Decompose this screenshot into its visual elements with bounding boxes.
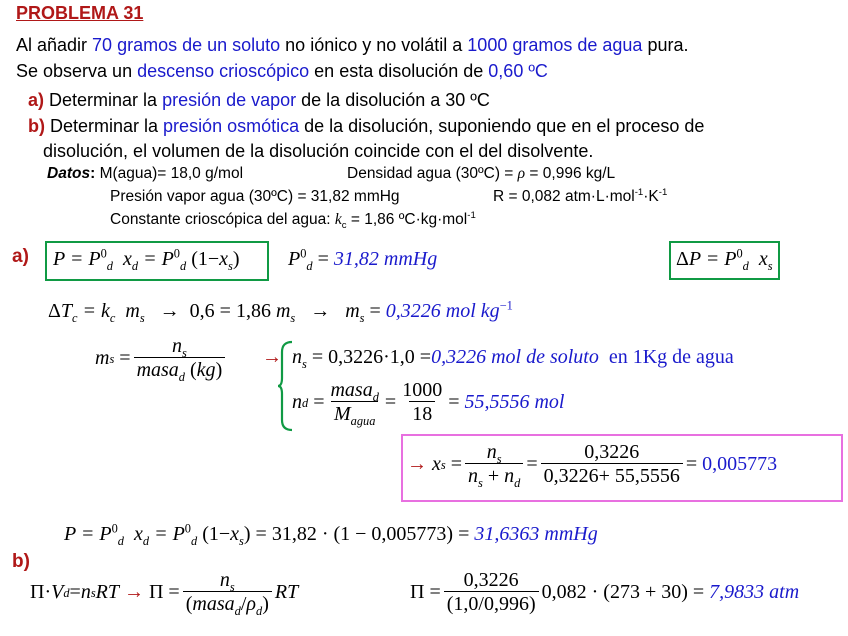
p0-value: 31,82 mmHg	[333, 248, 438, 270]
xs-numerator: 0,3226	[584, 441, 640, 463]
ns-value: 0,3226 mol de soluto	[431, 346, 599, 368]
text-segment: en esta disolución de	[309, 61, 489, 81]
text-segment: 0,60 ºC	[488, 61, 548, 81]
text-segment: presión de vapor	[162, 90, 297, 110]
mole-fraction-equation: → x s = $\frac{n_s}{n_s + n_d}$ = $\frac{0,3226}{0,3226+ 55,5556}$ = 0,005773	[407, 441, 778, 490]
xs-denominator: 0,3226+ 55,5556	[541, 463, 683, 487]
density-label: Densidad agua (30ºC) =	[347, 165, 518, 182]
vapor-pressure-result: $P = P^0_d$ $x_d = P^0_d$ $(1-x_s) = 31,82 \cdot (1 - 0,005773) = 31,6363$ mmHg	[64, 521, 598, 548]
osmotic-result: Π = $\frac{0,3226}{(1,0/0,996)}$ 0,082 · (273 + 30) = 7,9833 atm	[410, 569, 800, 615]
agua-sub: agua	[350, 414, 376, 428]
text-segment: 70 gramos de un soluto	[92, 35, 281, 55]
osmotic-formula: Π· V d = n s RT → Π = $\frac{n_s}{(masa_d/\rho_d)}$ RT	[30, 569, 299, 618]
text-segment: Determinar la	[45, 116, 164, 136]
datos-label: Datos	[47, 165, 91, 182]
ns-context: en 1Kg de agua	[608, 346, 734, 368]
datos-density	[347, 165, 615, 183]
p-value: 31,6363 mmHg	[474, 523, 598, 545]
delta-p-formula: $\Delta P = P^0_d$ $x_s$	[676, 246, 773, 273]
pi-value: 7,9833 atm	[709, 581, 800, 603]
pi-denominator: (1,0/0,996)	[444, 591, 539, 615]
datos-row-1: Datos: M(agua)= 18,0 g/mol	[47, 165, 244, 182]
r-const-text: R = 0,082 atm·L·mol	[493, 188, 635, 205]
question-b	[28, 116, 704, 137]
solution-a-label: a)	[12, 246, 29, 267]
question-b-label: b)	[28, 116, 45, 136]
cryoscopic-equation: $\Delta T_c = k_c$ $m_s$ → 0,6 = 1,86 $m_s$ → $m_s = 0,3226$ mol $kg^{-1}$	[48, 298, 513, 325]
ns-calc: 0,3226·1,0	[328, 346, 415, 368]
datos-molar-mass: M(agua)= 18,0 g/mol	[99, 165, 244, 182]
question-b-text-2: disolución, el volumen de la disolución coincide con el del disolvente.	[43, 141, 594, 161]
datos-vapor-pressure: Presión vapor agua (30ºC) = 31,82 mmHg	[110, 188, 400, 205]
text-segment: presión osmótica	[163, 116, 300, 136]
r-exp-2: -1	[658, 186, 668, 198]
solution-b-label: b)	[12, 551, 30, 572]
nd-masa-label: masa	[330, 379, 373, 401]
statement-line-1	[16, 35, 688, 56]
text-segment: descenso crioscópico	[137, 61, 310, 81]
ms-exp: −1	[499, 298, 513, 313]
text-segment: 1000 gramos de agua	[467, 35, 643, 55]
xs-value: 0,005773	[702, 453, 778, 475]
r-exp-1: -1	[634, 186, 644, 198]
nd-value: 55,5556 mol	[464, 391, 565, 413]
text-segment: de la disolución a 30 ºC	[296, 90, 490, 110]
question-a-text	[44, 90, 490, 110]
rho-symbol: ρ	[517, 165, 526, 182]
osm-masa-label: masa	[192, 593, 235, 615]
problem-title: PROBLEMA 31	[16, 3, 144, 23]
kc-symbol: k	[334, 211, 342, 228]
question-b-text	[45, 116, 704, 136]
ms-value: 0,3226 mol kg	[385, 300, 500, 322]
text-segment: pura.	[642, 35, 689, 55]
p-calc: 31,82 · (1 − 0,005773)	[271, 523, 454, 545]
kc-sub: c	[341, 220, 347, 232]
arrow-icon: →	[262, 346, 282, 368]
datos-r-constant	[493, 188, 667, 206]
mole-fraction-arrow-icon: →	[407, 453, 427, 475]
kc-value: = 1,86 ºC·kg·mol	[346, 211, 468, 228]
raoult-formula: $P = P^0_d$ $x_d = P^0_d$ $(1-x_s)$	[53, 246, 240, 273]
kc-label: Constante crioscópica del agua:	[110, 211, 335, 228]
statement-line-2	[16, 61, 548, 82]
text-segment: Determinar la	[44, 90, 163, 110]
ns-equation: $n_s = 0,3226\cdot 1,0 =0,3226$ mol de soluto en 1Kg de agua	[292, 346, 734, 371]
p0-equation: $P^0_d = 31,82$ mmHg	[288, 246, 438, 273]
datos-kc	[110, 209, 476, 232]
r-const-k: ·K	[643, 188, 659, 205]
kg-label: kg	[196, 359, 216, 381]
nd-denominator: 18	[409, 401, 435, 425]
nd-numerator: 1000	[402, 379, 443, 401]
text-segment: no iónico y no volátil a	[280, 35, 468, 55]
question-a-label: a)	[28, 90, 45, 110]
dt-value: 0,6	[189, 300, 215, 322]
text-segment: Se observa un	[16, 61, 138, 81]
kc-number: 1,86	[235, 300, 271, 322]
nd-equation: n d = $\frac{masa_d}{M_{agua}}$ = $\frac{1000}{18}$ = 55,5556 mol	[292, 379, 565, 428]
masa-label: masa	[136, 359, 179, 381]
density-value: = 0,996 kg/L	[525, 165, 616, 182]
text-segment: Al añadir	[16, 35, 93, 55]
text-segment: de la disolución, suponiendo que en el proceso de	[299, 116, 705, 136]
pi-calc: 0,082 · (273 + 30)	[541, 581, 688, 603]
kc-exp: -1	[467, 209, 476, 221]
molality-definition: m s = $\frac{n_s}{masa_d (kg)}$	[95, 336, 228, 381]
question-a	[28, 90, 490, 111]
pi-numerator: 0,3226	[463, 569, 519, 591]
